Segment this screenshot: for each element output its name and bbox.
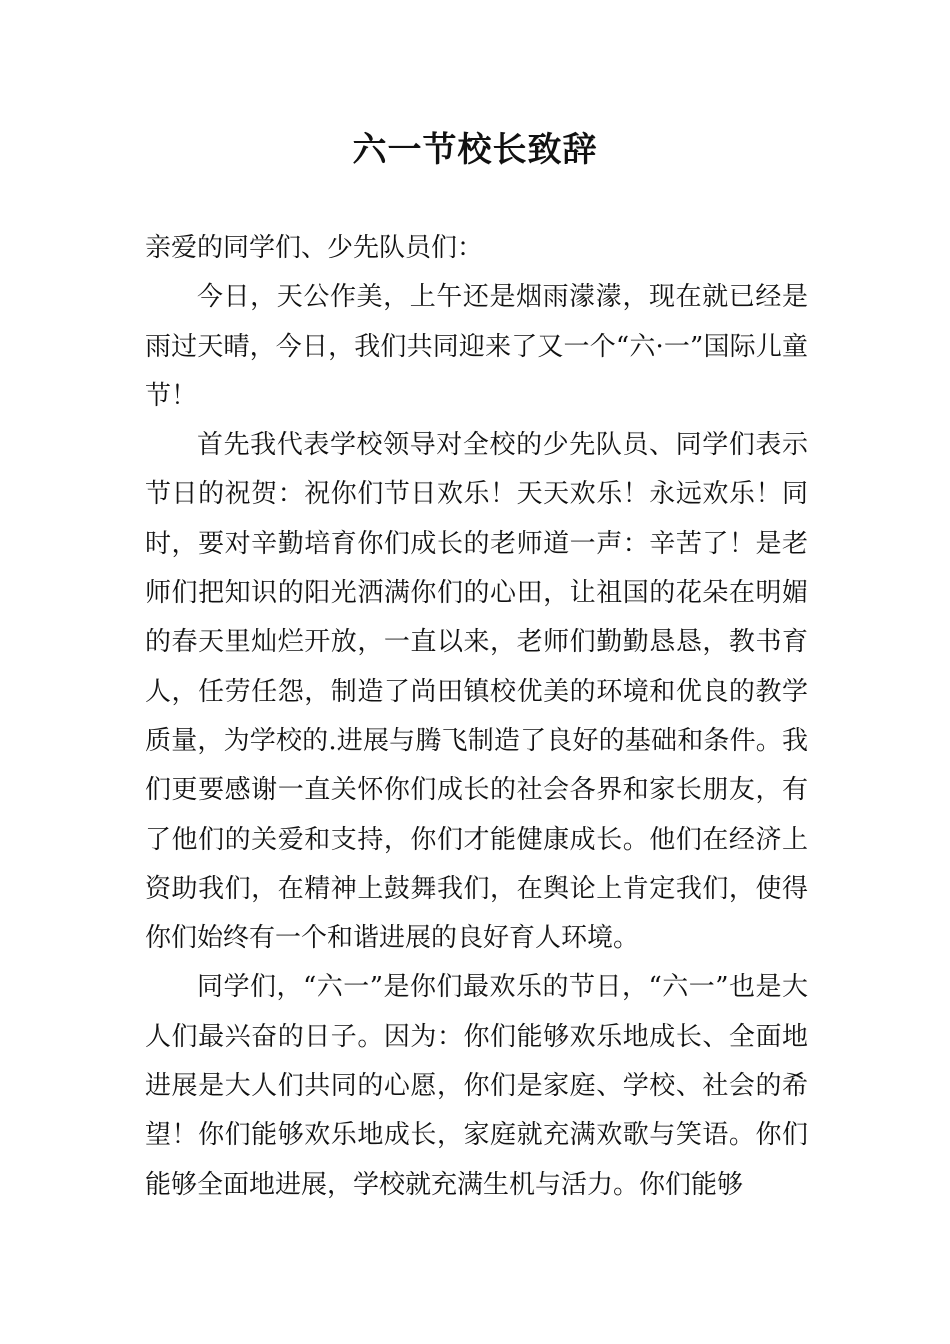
paragraph-1: 今日，天公作美，上午还是烟雨濛濛，现在就已经是雨过天晴，今日，我们共同迎来了又一个“六·一”国际儿童节！ <box>145 282 808 411</box>
document-title: 六一节校长致辞 <box>352 130 598 170</box>
salutation: 亲爱的同学们、少先队员们： <box>145 233 484 263</box>
paragraph-3: 同学们，“六一”是你们最欢乐的节日，“六一”也是大人们最兴奋的日子。因为：你们能够欢乐地成长、全面地进展是大人们共同的心愿，你们是家庭、学校、社会的希望！你们能够欢乐地成长，家庭就充满欢歌与笑语。你们能够全面地进展，学校就充满生机与活力。你们能够 <box>145 972 808 1200</box>
document-body <box>145 224 808 1210</box>
paragraph-2: 首先我代表学校领导对全校的少先队员、同学们表示节日的祝贺：祝你们节日欢乐！天天欢乐！永远欢乐！同时，要对辛勤培育你们成长的老师道一声：辛苦了！是老师们把知识的阳光洒满你们的心田，让祖国的花朵在明媚的春天里灿烂开放，一直以来，老师们勤勤恳恳，教书育人，任劳任怨，制造了尚田镇校优美的环境和优良的教学质量，为学校的.进展与腾飞制造了良好的基础和条件。我们更要感谢一直关怀你们成长的社会各界和家长朋友，有了他们的关爱和支持，你们才能健康成长。他们在经济上资助我们，在精神上鼓舞我们，在舆论上肯定我们，使得你们始终有一个和谐进展的良好育人环境。 <box>145 430 808 954</box>
